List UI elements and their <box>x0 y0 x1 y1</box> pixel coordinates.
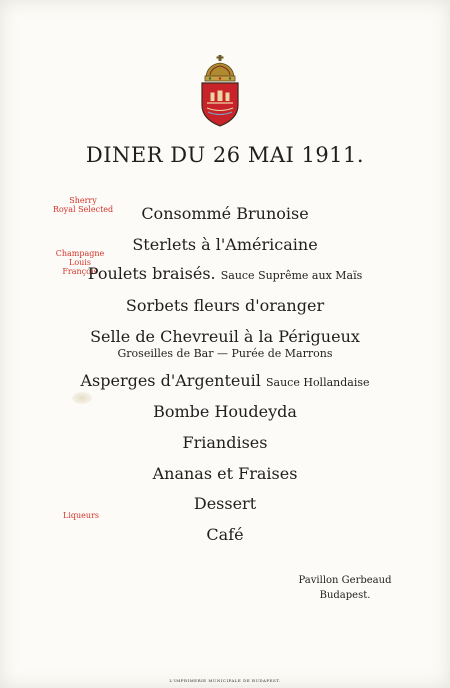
course-name: Bombe Houdeyda <box>153 402 297 421</box>
printer-imprint: L'IMPRIMERIE MUNICIPALE DE BUDAPEST. <box>169 678 281 683</box>
drink-line: Royal Selected <box>52 205 114 214</box>
drink-line: Sherry <box>69 196 97 205</box>
shield-icon <box>202 83 238 126</box>
course-name: Friandises <box>182 433 268 452</box>
course-item <box>0 464 450 483</box>
course-name: Sorbets fleurs d'oranger <box>125 296 325 315</box>
course-name: Poulets braisés. <box>87 264 216 283</box>
course-item <box>0 371 450 390</box>
course-item <box>0 296 450 315</box>
course-item <box>0 264 450 283</box>
course-name: Ananas et Fraises <box>152 464 298 483</box>
course-sauce: Sauce Hollandaise <box>266 376 370 389</box>
drink-line: Liqueurs <box>63 511 99 520</box>
course-name: Dessert <box>193 494 257 513</box>
drink-line: Louis <box>69 258 91 267</box>
venue-name: Pavillon Gerbeaud <box>298 575 392 586</box>
course-item <box>0 525 450 544</box>
menu-title: DINER DU 26 MAI 1911. <box>85 143 365 167</box>
course-item <box>0 402 450 421</box>
course-name: Consommé Brunoise <box>141 204 309 223</box>
venue-block <box>270 573 420 603</box>
crown-icon <box>205 55 235 81</box>
course-sauce: Sauce Suprême aux Maïs <box>220 269 363 282</box>
course-name: Selle de Chevreuil à la Périgueux <box>90 327 360 346</box>
course-item <box>0 235 450 254</box>
course-item <box>0 327 450 360</box>
coat-of-arms-icon <box>198 55 242 127</box>
drink-line: François <box>62 267 98 276</box>
venue-city: Budapest. <box>319 590 371 601</box>
course-item <box>0 433 450 452</box>
paper-stain <box>72 392 92 404</box>
course-name: Asperges d'Argenteuil <box>80 371 261 390</box>
drink-line: Champagne <box>55 249 105 258</box>
course-item <box>0 204 450 223</box>
course-garnish: Groseilles de Bar — Purée de Marrons <box>117 347 333 360</box>
course-name: Café <box>206 525 244 544</box>
course-item <box>0 494 450 513</box>
course-name: Sterlets à l'Américaine <box>132 235 318 254</box>
